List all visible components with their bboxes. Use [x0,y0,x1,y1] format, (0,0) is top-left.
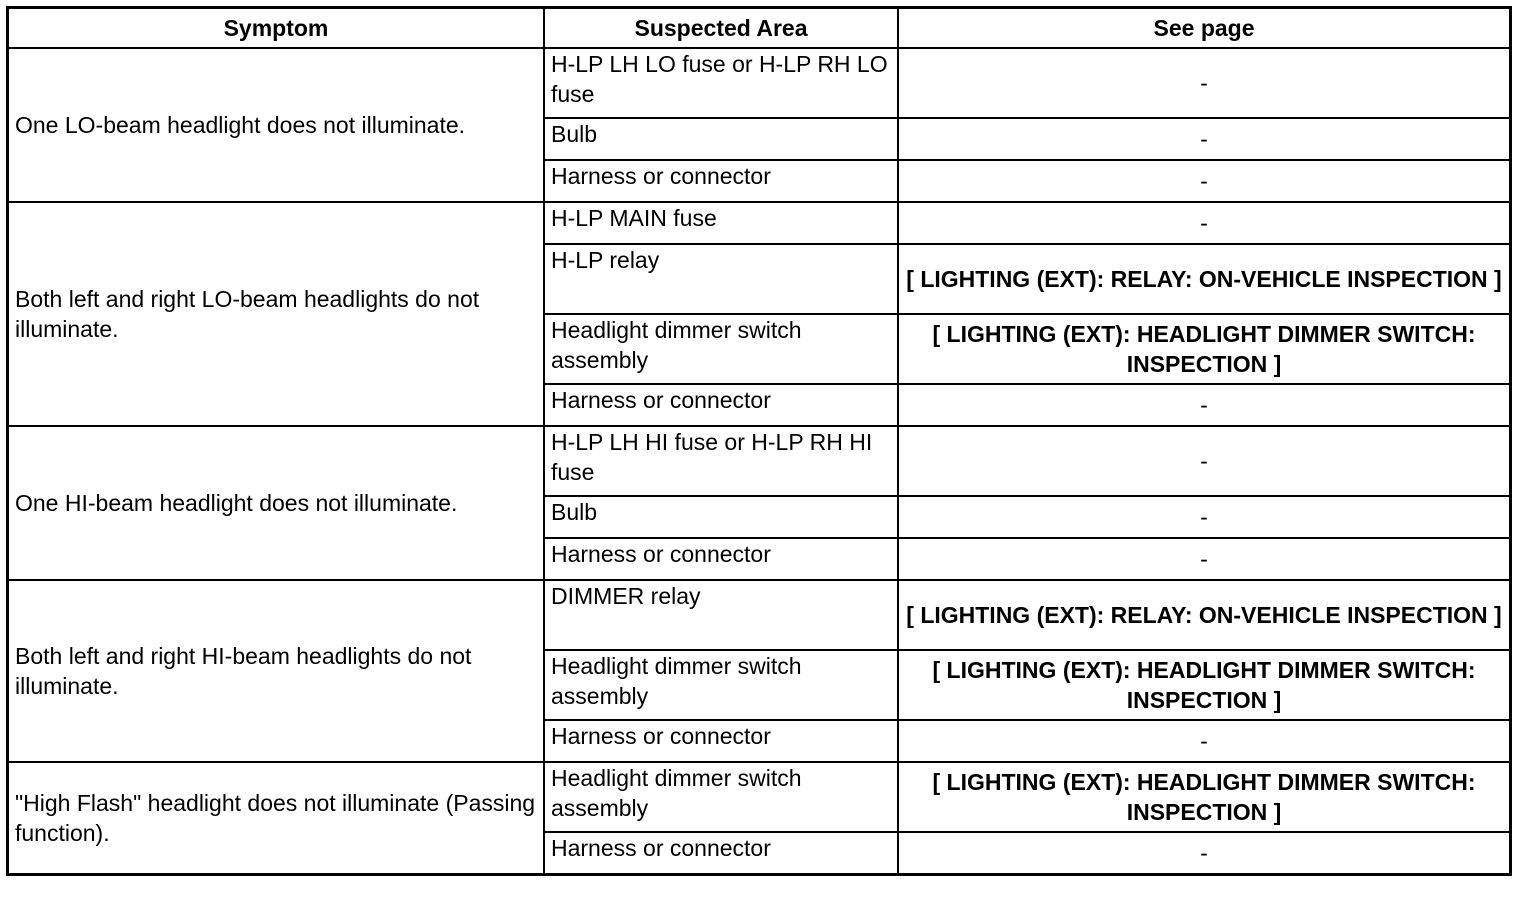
see-page-cell: - [898,160,1511,202]
symptom-cell: One LO-beam headlight does not illuminate. [8,48,545,202]
see-page-cell: - [898,118,1511,160]
table-row [8,580,1511,650]
suspected-area-cell: Headlight dimmer switch assembly [544,762,898,832]
suspected-area-cell: Harness or connector [544,832,898,875]
see-page-cell: - [898,720,1511,762]
troubleshooting-table-wrapper [6,6,1512,876]
suspected-area-cell: Bulb [544,118,898,160]
suspected-area-cell: Harness or connector [544,160,898,202]
suspected-area-cell: Bulb [544,496,898,538]
header-see-page: See page [898,8,1511,49]
see-page-link[interactable]: [ LIGHTING (EXT): HEADLIGHT DIMMER SWITCH: INSPECTION ] [898,314,1511,384]
suspected-area-cell: H-LP LH HI fuse or H-LP RH HI fuse [544,426,898,496]
see-page-cell: - [898,48,1511,118]
see-page-cell: - [898,538,1511,580]
see-page-link[interactable]: [ LIGHTING (EXT): RELAY: ON-VEHICLE INSPECTION ] [898,580,1511,650]
table-row [8,426,1511,496]
see-page-cell: - [898,202,1511,244]
table-row [8,202,1511,244]
table-row [8,48,1511,118]
see-page-cell: - [898,426,1511,496]
suspected-area-cell: H-LP LH LO fuse or H-LP RH LO fuse [544,48,898,118]
header-row [8,8,1511,49]
see-page-cell: - [898,496,1511,538]
symptom-cell: "High Flash" headlight does not illuminate (Passing function). [8,762,545,875]
suspected-area-cell: Headlight dimmer switch assembly [544,314,898,384]
suspected-area-cell: Harness or connector [544,538,898,580]
suspected-area-cell: Harness or connector [544,720,898,762]
see-page-link[interactable]: [ LIGHTING (EXT): RELAY: ON-VEHICLE INSPECTION ] [898,244,1511,314]
header-suspected-area: Suspected Area [544,8,898,49]
suspected-area-cell: Headlight dimmer switch assembly [544,650,898,720]
see-page-link[interactable]: [ LIGHTING (EXT): HEADLIGHT DIMMER SWITCH: INSPECTION ] [898,762,1511,832]
symptom-cell: Both left and right LO-beam headlights do not illuminate. [8,202,545,426]
symptom-cell: One HI-beam headlight does not illuminate. [8,426,545,580]
see-page-cell: - [898,832,1511,875]
suspected-area-cell: Harness or connector [544,384,898,426]
troubleshooting-table [6,6,1512,876]
suspected-area-cell: DIMMER relay [544,580,898,650]
table-row [8,762,1511,832]
see-page-cell: - [898,384,1511,426]
symptom-cell: Both left and right HI-beam headlights do not illuminate. [8,580,545,762]
suspected-area-cell: H-LP relay [544,244,898,314]
header-symptom: Symptom [8,8,545,49]
suspected-area-cell: H-LP MAIN fuse [544,202,898,244]
see-page-link[interactable]: [ LIGHTING (EXT): HEADLIGHT DIMMER SWITCH: INSPECTION ] [898,650,1511,720]
